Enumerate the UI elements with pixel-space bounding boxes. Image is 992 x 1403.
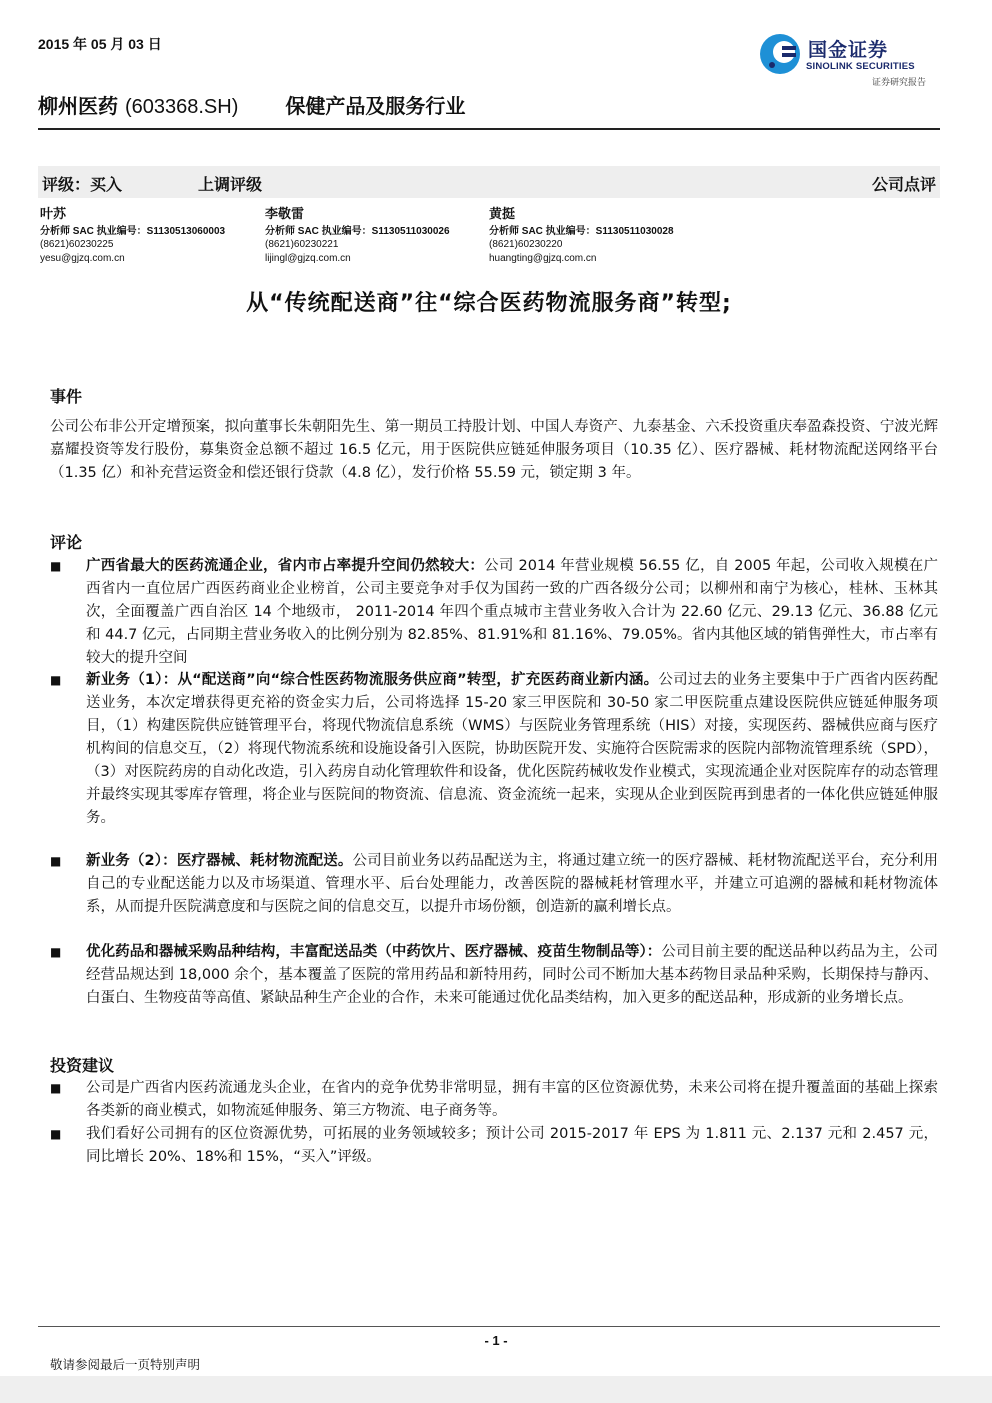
list-item <box>50 850 938 919</box>
section-title-comment: 评论 <box>50 533 83 552</box>
analyst-email[interactable]: lijingl@gjzq.com.cn <box>265 252 351 264</box>
report-type: 公司点评 <box>871 175 936 194</box>
report-headline: 从“传统配送商”往“综合医药物流服务商”转型; <box>246 291 732 316</box>
analyst-card <box>265 208 495 265</box>
analyst-sac: S1130513060003 <box>146 225 226 237</box>
industry-name: 保健产品及服务行业 <box>285 94 466 118</box>
bullet-lead: 新业务（2）：医疗器械、耗材物流配送。 <box>86 853 353 869</box>
analyst-email[interactable]: yesu@gjzq.com.cn <box>40 252 125 264</box>
header-divider <box>38 128 940 130</box>
square-bullet-icon: ■ <box>50 1081 62 1095</box>
analyst-sac: S1130511030028 <box>595 225 674 237</box>
logo-text-en: SINOLINK SECURITIES <box>806 61 915 72</box>
logo-text-cn: 国金证券 <box>808 39 889 61</box>
section-title-event: 事件 <box>50 387 83 406</box>
analyst-sac-label: 分析师 SAC 执业编号： <box>489 225 596 237</box>
bullet-lead: 新业务（1）：从“配送商”向“综合性医药物流服务供应商”转型，扩充医药商业新内涵。 <box>86 672 659 688</box>
event-paragraph: 公司公布非公开定增预案，拟向董事长朱朝阳先生、第一期员工持股计划、中国人寿资产、九泰基金、六禾投资重庆奉盈森投资、宁波光辉嘉耀投资等发行股份，募集资金总额不超过 16.5 亿元，用于医院供应链延伸服务项目（10.35 亿）、医疗器械、耗材物流配送网络平台（1.35 亿）和补充营运资金和偿还银行贷款（4.8 亿），发行价格 55.59 元，锁定期 3 年。 <box>50 419 938 481</box>
report-date: 2015 年 05 月 03 日 <box>38 36 162 52</box>
company-name: 柳州医药 <box>38 94 118 118</box>
report-title <box>38 90 465 119</box>
analyst-card <box>40 208 270 265</box>
analyst-sac-label: 分析师 SAC 执业编号： <box>40 225 147 237</box>
analyst-phone: (8621)60230221 <box>265 239 339 250</box>
analyst-sac-label: 分析师 SAC 执业编号： <box>265 225 372 237</box>
list-item <box>50 941 938 1010</box>
square-bullet-icon: ■ <box>50 854 62 868</box>
analyst-name: 黄挺 <box>489 207 516 222</box>
analyst-card <box>489 208 719 265</box>
square-bullet-icon: ■ <box>50 673 62 687</box>
rating-bar <box>38 166 940 198</box>
rating-label: 评级：买入 <box>42 175 123 194</box>
analyst-name: 叶苏 <box>40 207 67 222</box>
analyst-phone: (8621)60230225 <box>40 239 114 250</box>
list-item <box>50 669 938 830</box>
company-logo <box>756 30 946 90</box>
section-title-invest: 投资建议 <box>50 1056 115 1075</box>
footer-divider <box>38 1326 940 1327</box>
analyst-sac: S1130511030026 <box>371 225 450 237</box>
logo-subtitle: 证券研究报告 <box>872 78 927 88</box>
bullet-lead: 优化药品和器械采购品种结构，丰富配送品类（中药饮片、医疗器械、疫苗生物制品等）： <box>86 944 662 960</box>
bullet-text: 公司是广西省内医药流通龙头企业，在省内的竞争优势非常明显，拥有丰富的区位资源优势，未来公司将在提升覆盖面的基础上探索各类新的商业模式，如物流延伸服务、第三方物流、电子商务等。 <box>86 1080 938 1119</box>
bullet-text: 公司目前业务以药品配送为主，将通过建立统一的医疗器械、耗材物流配送平台，充分利用自己的专业配送能力以及市场渠道、管理水平、后台处理能力，改善医院的器械耗材管理水平，并建立可追溯的器械和耗材物流体系，从而提升医院满意度和与医院之间的信息交互，以提升市场份额，创造新的赢利增长点。 <box>86 853 938 915</box>
analyst-name: 李敬雷 <box>265 207 305 222</box>
list-item <box>50 1123 938 1169</box>
bullet-text: 公司过去的业务主要集中于广西省内医药配送业务，本次定增获得更充裕的资金实力后，公司将选择 15-20 家三甲医院和 30-50 家二甲医院重点建设医院供应链延伸服务项目，（1）构建医院供应链管理平台，将现代物流信息系统（WMS）与医院业务管理系统（HIS）对接，实现医药、器械供应商与医疗机构间的信息交互，（2）将现代物流系统和设施设备引入医院，协助医院开发、实施符合医院需求的医院内部物流管理系统（SPD），（3）对医院药房的自动化改造，引入药房自动化管理软件和设备，优化医院药械收发作业模式，实现流通企业对医院库存的动态管理并最终实现其零库存管理，将企业与医院间的物资流、信息流、资金流统一起来，实现从企业到医院再到患者的一体化供应链延伸服务。 <box>86 672 938 826</box>
square-bullet-icon: ■ <box>50 1127 62 1141</box>
page-number: - 1 - <box>484 1333 508 1348</box>
bullet-lead: 广西省最大的医药流通企业，省内市占率提升空间仍然较大： <box>86 558 485 574</box>
stock-code: (603368.SH) <box>124 96 239 118</box>
square-bullet-icon: ■ <box>50 559 62 573</box>
square-bullet-icon: ■ <box>50 945 62 959</box>
list-item <box>50 1077 938 1123</box>
footer-disclaimer: 敬请参阅最后一页特别声明 <box>50 1357 201 1372</box>
analyst-phone: (8621)60230220 <box>489 239 563 250</box>
sinolink-logo-icon <box>758 32 802 76</box>
bullet-text: 公司目前主要的配送品种以药品为主，公司经营品规达到 18,000 余个，基本覆盖了医院的常用药品和新特用药，同时公司不断加大基本药物目录品种采购，长期保持与静丙、白蛋白、生物疫苗等高值、紧缺品种生产企业的合作，未来可能通过优化品类结构，加入更多的配送品种，形成新的业务增长点。 <box>86 944 939 1006</box>
analyst-email[interactable]: huangting@gjzq.com.cn <box>489 252 597 264</box>
list-item <box>50 555 938 670</box>
rating-change: 上调评级 <box>198 175 263 194</box>
footer-bar <box>0 1376 992 1403</box>
bullet-text: 公司 2014 年营业规模 56.55 亿，自 2005 年起，公司收入规模在广西省内一直位居广西医药商业企业榜首，公司主要竞争对手仅为国药一致的广西各级分公司；以柳州和南宁为核心，桂林、玉林其次，全面覆盖广西自治区 14 个地级市， 2011-2014 年四个重点城市主营业务收入合计为 22.60 亿元、29.13 亿元、36.88 亿元和 44.7 亿元，占同期主营业务收入的比例分别为 82.85%、81.91%和 81.16%、79.05%。省内其他区域的销售弹性大，市占率有较大的提升空间 <box>86 558 938 666</box>
bullet-text: 我们看好公司拥有的区位资源优势，可拓展的业务领域较多；预计公司 2015-2017 年 EPS 为 1.811 元、2.137 元和 2.457 元，同比增长 20%、18%和 15%，“买入”评级。 <box>86 1126 938 1165</box>
